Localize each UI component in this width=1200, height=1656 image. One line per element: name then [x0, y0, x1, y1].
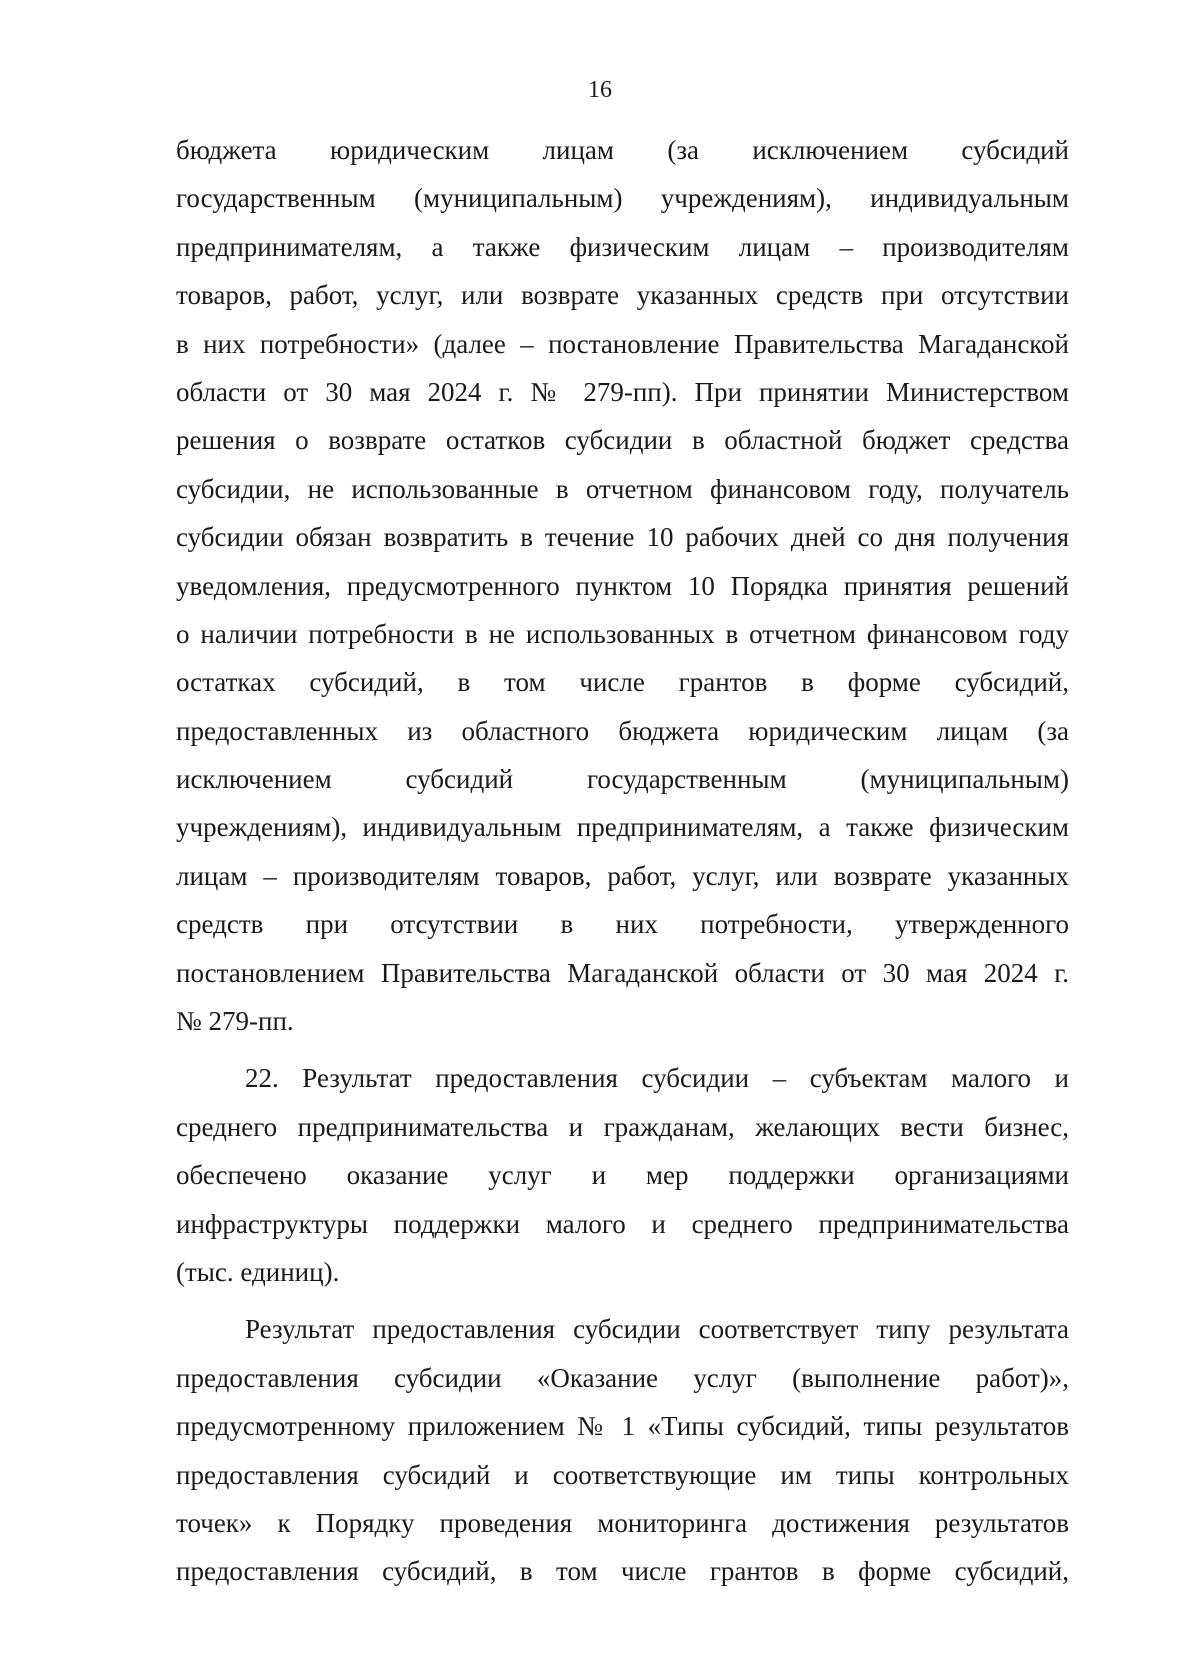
- text-line: о наличии потребности в не использованных в отчетном финансовом году: [176, 618, 1069, 649]
- text-line: обеспечено оказание услуг и мер поддержки организациями: [176, 1160, 1069, 1191]
- text-line: 22. Результат предоставления субсидии – субъектам малого и: [245, 1063, 1069, 1094]
- text-line: области от 30 мая 2024 г. № 279-пп). При принятии Министерством: [176, 376, 1069, 407]
- text-line: инфраструктуры поддержки малого и среднего предпринимательства: [176, 1208, 1069, 1239]
- text-line: точек» к Порядку проведения мониторинга достижения результатов: [176, 1507, 1069, 1538]
- text-line: решения о возврате остатков субсидии в областной бюджет средства: [176, 425, 1069, 456]
- text-line: Результат предоставления субсидии соответствует типу результата: [245, 1314, 1069, 1345]
- text-line: остатках субсидий, в том числе грантов в форме субсидий,: [176, 667, 1069, 698]
- text-line: предоставления субсидий и соответствующие им типы контрольных: [176, 1459, 1069, 1490]
- text-line: (тыс. единиц).: [176, 1256, 340, 1287]
- document-body: [176, 126, 1069, 1596]
- text-line: товаров, работ, услуг, или возврате указанных средств при отсутствии: [176, 280, 1069, 311]
- text-line: средств при отсутствии в них потребности, утвержденного: [176, 909, 1069, 940]
- text-line: субсидии обязан возвратить в течение 10 рабочих дней со дня получения: [176, 522, 1069, 553]
- page-number: 16: [588, 77, 612, 103]
- text-line: предоставления субсидии «Оказание услуг (выполнение работ)»,: [176, 1362, 1069, 1393]
- text-line: субсидии, не использованные в отчетном финансовом году, получатель: [176, 473, 1069, 504]
- text-line: лицам – производителям товаров, работ, услуг, или возврате указанных: [176, 860, 1069, 891]
- paragraph-gap: [176, 1296, 1069, 1305]
- text-line: среднего предпринимательства и гражданам, желающих вести бизнес,: [176, 1111, 1069, 1142]
- text-line: предусмотренному приложением № 1 «Типы субсидий, типы результатов: [176, 1411, 1069, 1442]
- text-line: предоставленных из областного бюджета юридическим лицам (за: [176, 715, 1069, 746]
- text-line: бюджета юридическим лицам (за исключением субсидий: [176, 135, 1069, 165]
- text-line: государственным (муниципальным) учреждениям), индивидуальным: [176, 183, 1069, 214]
- text-line: уведомления, предусмотренного пунктом 10 Порядка принятия решений: [176, 570, 1069, 601]
- paragraph-gap: [176, 1045, 1069, 1054]
- text-line: учреждениям), индивидуальным предпринимателям, а также физическим: [176, 812, 1069, 843]
- text-line: предпринимателям, а также физическим лицам – производителям: [176, 231, 1069, 262]
- text-line: постановлением Правительства Магаданской области от 30 мая 2024 г.: [176, 957, 1069, 988]
- text-line: в них потребности» (далее – постановление Правительства Магаданской: [176, 328, 1069, 359]
- text-line: предоставления субсидий, в том числе грантов в форме субсидий,: [176, 1556, 1069, 1587]
- text-line: исключением субсидий государственным (муниципальным): [176, 764, 1069, 795]
- text-line: № 279-пп.: [176, 1006, 294, 1037]
